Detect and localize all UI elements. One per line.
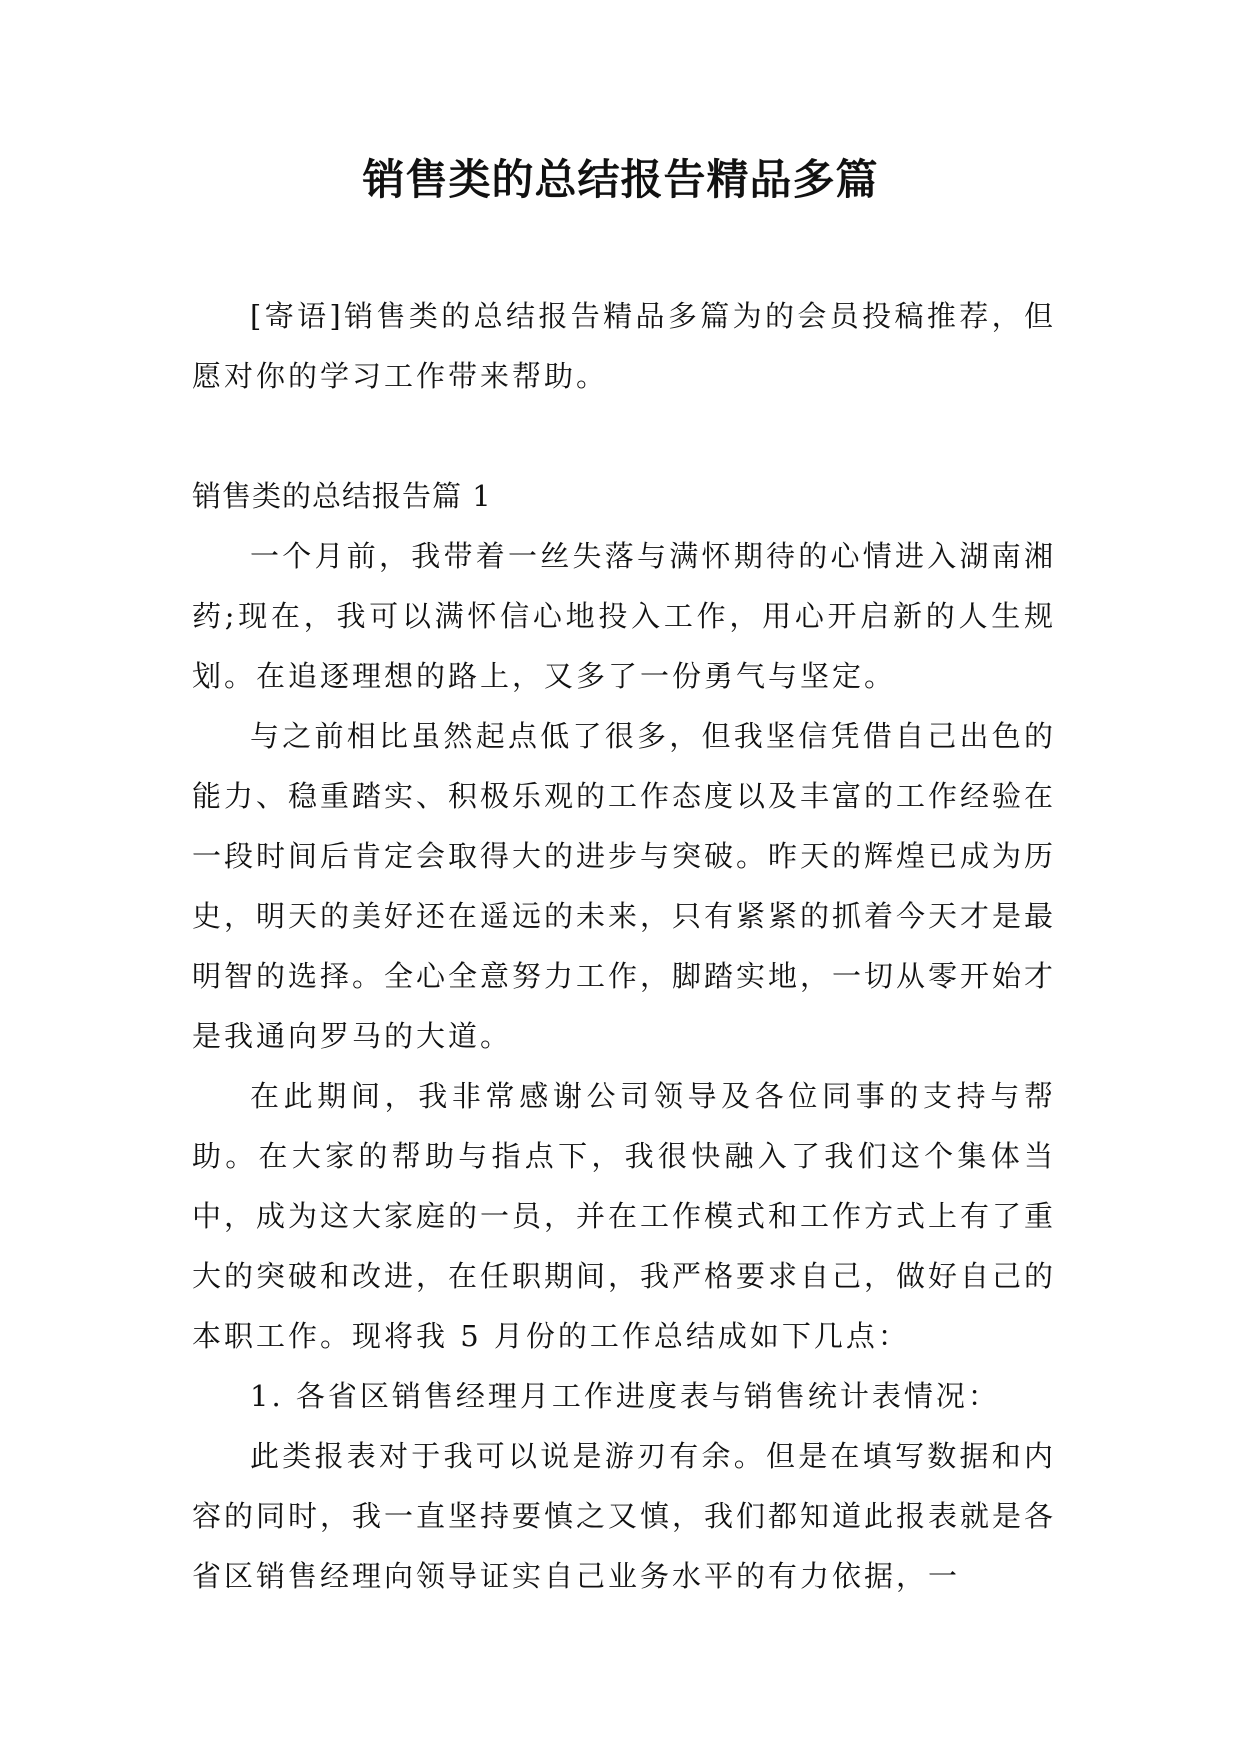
document-body	[192, 286, 1056, 1606]
document-title: 销售类的总结报告精品多篇	[362, 155, 879, 204]
intro-paragraph: [寄语]销售类的总结报告精品多篇为的会员投稿推荐，但愿对你的学习工作带来帮助。	[192, 299, 1056, 393]
body-paragraph: 与之前相比虽然起点低了很多，但我坚信凭借自己出色的能力、稳重踏实、积极乐观的工作态度以及丰富的工作经验在一段时间后肯定会取得大的进步与突破。昨天的辉煌已成为历史，明天的美好还在遥远的未来，只有紧紧的抓着今天才是最明智的选择。全心全意努力工作，脚踏实地，一切从零开始才是我通向罗马的大道。	[192, 719, 1057, 1053]
body-paragraph: 在此期间，我非常感谢公司领导及各位同事的支持与帮助。在大家的帮助与指点下，我很快融入了我们这个集体当中，成为这大家庭的一员，并在工作模式和工作方式上有了重大的突破和改进，在任职期间，我严格要求自己，做好自己的本职工作。现将我 5 月份的工作总结成如下几点：	[192, 1079, 1057, 1353]
section-heading: 销售类的总结报告篇 1	[192, 479, 492, 513]
body-paragraph: 一个月前，我带着一丝失落与满怀期待的心情进入湖南湘药;现在，我可以满怀信心地投入工作，用心开启新的人生规划。在追逐理想的路上，又多了一份勇气与坚定。	[192, 539, 1056, 693]
list-item-heading: 1. 各省区销售经理月工作进度表与销售统计表情况：	[250, 1379, 1000, 1413]
body-paragraph: 此类报表对于我可以说是游刃有余。但是在填写数据和内容的同时，我一直坚持要慎之又慎，我们都知道此报表就是各省区销售经理向领导证实自己业务水平的有力依据，一	[192, 1439, 1057, 1593]
